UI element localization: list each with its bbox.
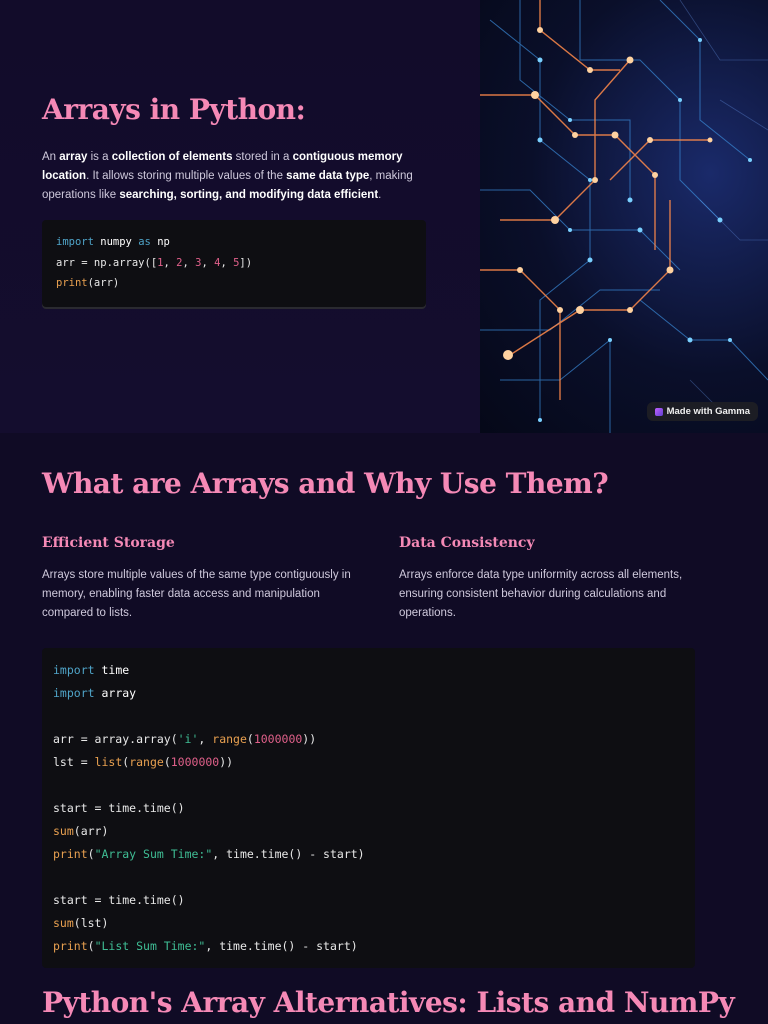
code-line: sum(arr) (53, 824, 109, 838)
code-line: sum(lst) (53, 916, 109, 930)
slide-title: Arrays in Python: (42, 93, 306, 126)
gamma-logo-icon (655, 408, 663, 416)
code-line: print("Array Sum Time:", time.time() - start) (53, 847, 365, 861)
code-line-blank (53, 705, 684, 728)
made-with-gamma-badge[interactable] (647, 402, 758, 421)
code-block-numpy[interactable] (42, 220, 426, 307)
code-line: start = time.time() (53, 893, 185, 907)
code-line: import numpy as np (56, 236, 170, 248)
code-block-timing[interactable] (42, 648, 695, 968)
section-title-array-alternatives: Python's Array Alternatives: Lists and NumPy (42, 986, 735, 1019)
code-line: print(arr) (56, 277, 120, 289)
code-line: import array (53, 686, 137, 700)
code-line-blank (53, 866, 684, 889)
efficient-storage-text: Arrays store multiple values of the same type contiguously in memory, enabling faster data access and manipulation compared to lists. (42, 569, 351, 619)
badge-label: Made with Gamma (666, 406, 750, 417)
neural-network-image (480, 0, 768, 433)
code-line: lst = list(range(1000000)) (53, 755, 234, 769)
efficient-storage-heading: Efficient Storage (42, 535, 175, 551)
network-graphic (480, 0, 768, 433)
intro-paragraph: An array is a collection of elements stored in a contiguous memory location. It allows storing multiple values of the same data type, making operations like searching, sorting, and modifying data efficient. (42, 151, 413, 201)
slide-arrays-in-python (0, 0, 768, 433)
code-line: arr = np.array([1, 2, 3, 4, 5]) (56, 256, 253, 269)
code-line: start = time.time() (53, 801, 185, 815)
data-consistency-heading: Data Consistency (399, 535, 535, 551)
code-line: print("List Sum Time:", time.time() - start) (53, 939, 358, 953)
data-consistency-text: Arrays enforce data type uniformity across all elements, ensuring consistent behavior during calculations and operations. (399, 569, 683, 619)
code-line-blank (53, 774, 684, 797)
code-line: arr = array.array('i', range(1000000)) (53, 732, 317, 746)
section-title-what-are-arrays: What are Arrays and Why Use Them? (42, 467, 609, 500)
code-line: import time (53, 663, 130, 677)
